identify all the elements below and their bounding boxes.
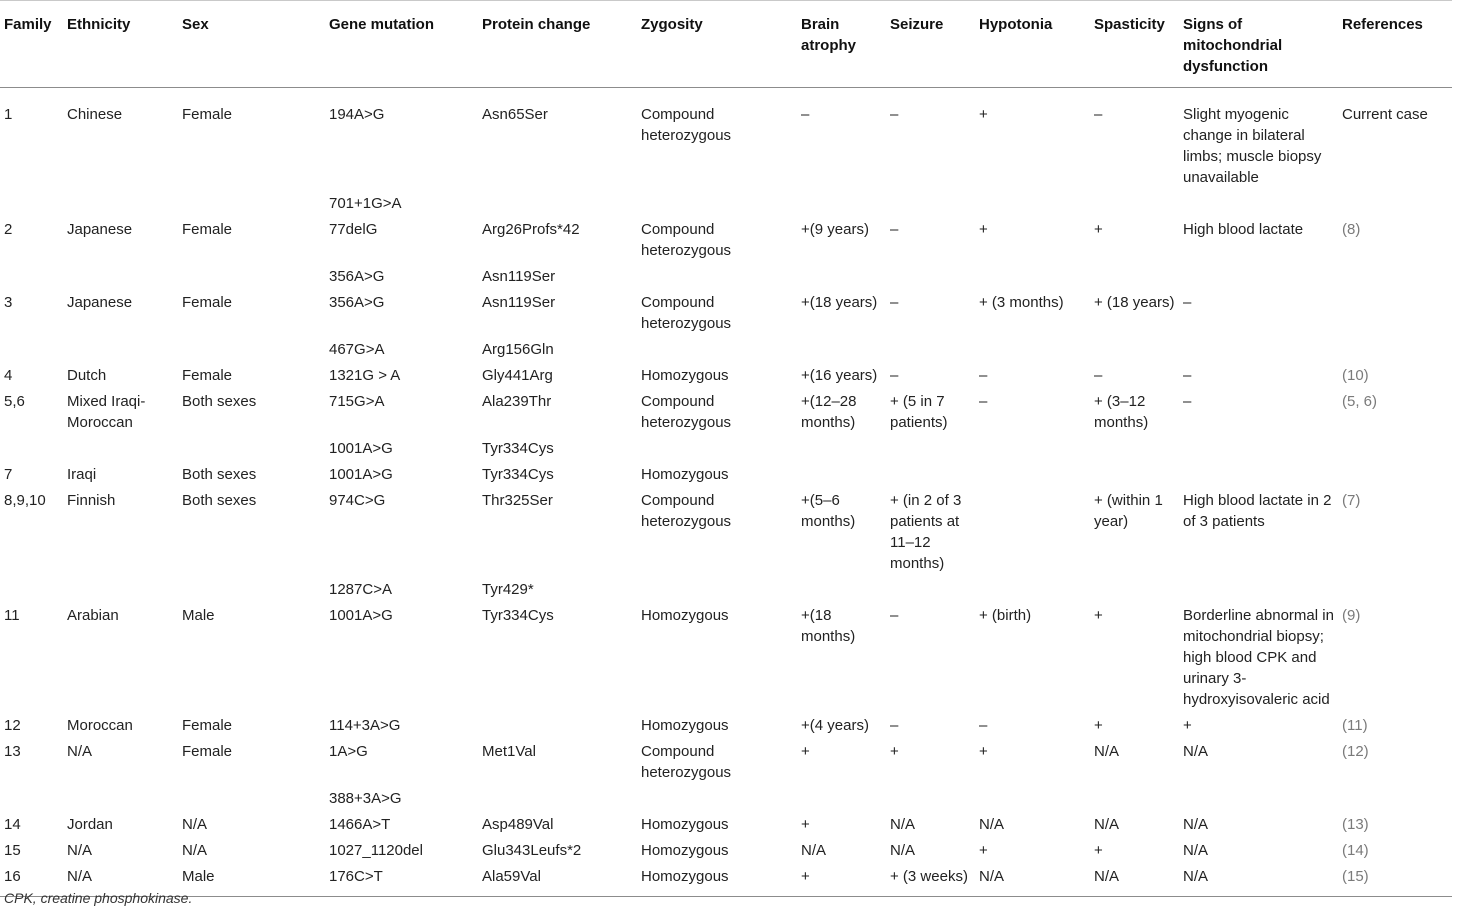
table-cell: Japanese [67,294,133,311]
table-cell: 715G>A [329,393,385,410]
table-cell: Tyr334Cys [482,440,554,457]
table-cell: N/A [801,842,827,859]
column-header: Signs of mitochondrial dysfunction [1183,16,1283,75]
table-cell: 1001A>G [329,607,393,624]
table-cell: + [1094,717,1103,734]
table-cell: + [979,106,988,123]
table-cell: Mixed Iraqi-Moroccan [67,393,146,431]
table-cell: Both sexes [182,466,257,483]
table-cell [975,488,1090,577]
table-cell: 1001A>G [329,466,393,483]
table-cell: Male [182,607,215,624]
table-cell [1090,436,1179,462]
table-cell [797,462,886,488]
table-cell: – [890,106,899,123]
table-cell: – [890,221,899,238]
table-cell [0,264,63,290]
column-header: Family [4,16,52,33]
table-cell: +(5–6 months) [801,492,856,530]
table-cell [1179,436,1338,462]
table-cell: + (18 years) [1094,294,1175,311]
table-cell: 114+3A>G [329,717,401,734]
table-cell: Tyr334Cys [482,607,554,624]
table-cell: Ala59Val [482,868,541,885]
table-cell: (15) [1342,868,1369,885]
table-header [0,1,1452,88]
table-cell: +(18 months) [801,607,856,645]
table-cell: +(12–28 months) [801,393,857,431]
table-cell: N/A [67,743,93,760]
table-cell: – [979,367,988,384]
table-cell: 356A>G [329,268,385,285]
table-cell: 176C>T [329,868,383,885]
table-cell: High blood lactate in 2 of 3 patients [1183,492,1332,530]
table-cell [63,191,178,217]
table-cell: Met1Val [482,743,536,760]
table-cell [0,337,63,363]
table-cell: +(4 years) [801,717,869,734]
table-cell [63,337,178,363]
table-cell [1090,577,1179,603]
table-cell: N/A [979,868,1005,885]
table-cell [975,436,1090,462]
table-cell: (12) [1342,743,1369,760]
table-cell [0,577,63,603]
table-cell: Homozygous [641,842,729,859]
table-cell: Finnish [67,492,116,509]
table-cell: + (3 weeks) [890,868,968,885]
table-cell [178,264,325,290]
table-cell [1338,436,1452,462]
table-cell [1179,337,1338,363]
table-cell: 1466A>T [329,816,391,833]
table-cell [0,786,63,812]
table-cell: (11) [1342,717,1368,734]
table-cell: + (in 2 of 3 patients at 11–12 months) [890,492,962,572]
table-cell: Borderline abnormal in mitochondrial biopsy; high blood CPK and urinary 3-hydroxyisovaleric acid [1183,607,1334,708]
table-row [0,713,1452,739]
table-cell: Ala239Thr [482,393,552,410]
table-row [0,739,1452,786]
table-cell [637,577,797,603]
table-cell [178,577,325,603]
table-cell: 16 [4,868,21,885]
table-cell: Asp489Val [482,816,554,833]
table-cell [797,337,886,363]
table-row [0,812,1452,838]
table-cell: Female [182,367,233,384]
table-cell [0,436,63,462]
table-cell [1338,337,1452,363]
table-cell [637,337,797,363]
table-cell [886,786,975,812]
table-cell [975,191,1090,217]
table-row [0,577,1452,603]
table-cell [1090,462,1179,488]
table-cell [1338,786,1452,812]
table-cell [1338,462,1452,488]
table-cell: +(16 years) [801,367,878,384]
table-cell: Asn119Ser [482,268,556,285]
table-cell: 974C>G [329,492,386,509]
table-cell: N/A [1183,842,1209,859]
table-cell: +(18 years) [801,294,878,311]
table-row [0,191,1452,217]
table-cell: 13 [4,743,21,760]
table-cell: Arabian [67,607,119,624]
table-cell [178,337,325,363]
table-cell: Japanese [67,221,133,238]
table-cell: – [1183,367,1192,384]
table-cell [1179,462,1338,488]
table-cell [1179,786,1338,812]
table-cell [637,191,797,217]
table-cell: – [1094,106,1103,123]
table-cell [1179,577,1338,603]
table-cell: Compound heterozygous [641,492,732,530]
table-cell: 1321G > A [329,367,401,384]
table-cell: Moroccan [67,717,133,734]
table-cell: Both sexes [182,492,257,509]
table-cell: Arg26Profs*42 [482,221,580,238]
table-cell: Homozygous [641,717,729,734]
table-cell: (13) [1342,816,1369,833]
table-cell: 8,9,10 [4,492,46,509]
column-header: Zygosity [641,16,703,33]
table-cell [886,264,975,290]
table-cell: Compound heterozygous [641,221,732,259]
table-cell [637,436,797,462]
table-row [0,88,1452,192]
table-cell: + [1094,607,1103,624]
table-cell: Compound heterozygous [641,106,732,144]
table-cell: Compound heterozygous [641,393,732,431]
table-row [0,337,1452,363]
column-header: Ethnicity [67,16,131,33]
table-cell [478,786,637,812]
table-cell: N/A [1183,868,1209,885]
table-cell: (7) [1342,492,1361,509]
table-cell [886,577,975,603]
table-cell [797,577,886,603]
table-cell: 1027_1120del [329,842,423,859]
table-cell: Female [182,743,233,760]
column-header: Sex [182,16,209,33]
table-cell: Slight myogenic change in bilateral limbs; muscle biopsy unavailable [1183,106,1322,186]
table-cell: Tyr429* [482,581,534,598]
column-header: Seizure [890,16,944,33]
table-cell: + [801,743,810,760]
table-cell: 14 [4,816,21,833]
table-cell: N/A [182,842,208,859]
table-cell: N/A [1094,868,1120,885]
table-cell: N/A [979,816,1005,833]
table-body [0,88,1452,897]
table-cell: 1001A>G [329,440,393,457]
table-cell [63,577,178,603]
table-cell [178,436,325,462]
table-cell: (10) [1342,367,1369,384]
table-row [0,462,1452,488]
table-row [0,488,1452,577]
table-cell: Both sexes [182,393,257,410]
table-cell: (8) [1342,221,1361,238]
table-cell [886,436,975,462]
table-cell [797,264,886,290]
table-cell: + [979,842,988,859]
table-cell [1338,577,1452,603]
table-cell: N/A [1183,816,1209,833]
table-cell: 467G>A [329,341,385,358]
table-cell: N/A [890,816,916,833]
table-cell: Arg156Gln [482,341,554,358]
table-cell [975,577,1090,603]
table-cell: Glu343Leufs*2 [482,842,582,859]
table-row [0,838,1452,864]
table-cell: N/A [890,842,916,859]
table-cell [1338,191,1452,217]
table-cell [478,713,637,739]
table-cell [975,337,1090,363]
table-cell: – [1183,393,1192,410]
table-cell: 3 [4,294,13,311]
column-header: Protein change [482,16,591,33]
table-row [0,363,1452,389]
table-cell: (9) [1342,607,1361,624]
table-cell [1090,191,1179,217]
table-cell: 7 [4,466,13,483]
table-cell: +(9 years) [801,221,869,238]
header-row [0,1,1452,88]
table-cell: N/A [182,816,208,833]
table-cell [63,436,178,462]
table-cell [1179,264,1338,290]
table-cell: 1 [4,106,13,123]
table-cell [886,462,975,488]
table-cell: N/A [67,842,93,859]
table-row [0,864,1452,897]
table-cell: Gly441Arg [482,367,553,384]
table-cell: (5, 6) [1342,393,1378,410]
table-cell [975,462,1090,488]
table-cell: – [979,393,988,410]
table-cell: + [1094,842,1103,859]
table-cell [1338,290,1452,337]
table-cell: + (within 1 year) [1094,492,1163,530]
table-cell: + (5 in 7 patients) [890,393,948,431]
table-cell: 356A>G [329,294,385,311]
table-cell: 2 [4,221,13,238]
table-cell [797,786,886,812]
table-cell: Current case [1342,106,1428,123]
table-cell: + (3 months) [979,294,1064,311]
table-cell [1090,337,1179,363]
table-cell: Female [182,221,233,238]
table-cell: – [1094,367,1103,384]
table-cell: 77delG [329,221,378,238]
table-cell: 194A>G [329,106,385,123]
table-row [0,389,1452,436]
column-header: Brain atrophy [801,16,857,54]
table-row [0,264,1452,290]
table-cell: Iraqi [67,466,97,483]
table-cell: Asn65Ser [482,106,548,123]
table-cell: Homozygous [641,816,729,833]
table-row [0,436,1452,462]
table-cell [797,191,886,217]
table-cell: N/A [1094,743,1120,760]
table-cell: 5,6 [4,393,25,410]
table-cell [637,264,797,290]
table-cell: N/A [1183,743,1209,760]
table-footnote: CPK, creatine phosphokinase. [4,890,193,906]
table-cell: + [1183,717,1192,734]
table-cell: Tyr334Cys [482,466,554,483]
table-row [0,290,1452,337]
table-cell: – [1183,294,1192,311]
table-cell: + [979,221,988,238]
table-cell [637,786,797,812]
table-cell [886,337,975,363]
table-cell [886,191,975,217]
table-cell: – [890,294,899,311]
table-cell [1090,264,1179,290]
table-cell: Dutch [67,367,107,384]
table-cell: + [1094,221,1103,238]
table-cell: Chinese [67,106,123,123]
table-cell [478,191,637,217]
table-cell: N/A [1094,816,1120,833]
table-cell: + [979,743,988,760]
table-row [0,603,1452,713]
table-cell: High blood lactate [1183,221,1304,238]
column-header: References [1342,16,1423,33]
table-cell: 11 [4,607,20,624]
table-cell [975,264,1090,290]
table-cell: Male [182,868,215,885]
table-cell: N/A [67,868,93,885]
table-cell: Compound heterozygous [641,743,732,781]
table-cell [797,436,886,462]
table-cell [1179,191,1338,217]
table-cell: + (birth) [979,607,1032,624]
table-cell: Compound heterozygous [641,294,732,332]
table-cell: – [890,717,899,734]
table-cell [1090,786,1179,812]
table-cell [0,191,63,217]
column-header: Gene mutation [329,16,435,33]
table-cell: Homozygous [641,367,729,384]
table-cell: (14) [1342,842,1369,859]
table-cell: 701+1G>A [329,195,402,212]
table-cell: 15 [4,842,21,859]
table-cell [178,786,325,812]
table-cell: Female [182,106,233,123]
table-cell: Female [182,294,233,311]
table-cell: – [890,367,899,384]
table-cell: Asn119Ser [482,294,556,311]
table-cell: 388+3A>G [329,790,402,807]
table-cell: 12 [4,717,21,734]
table-cell [63,786,178,812]
table-cell: + [801,816,810,833]
table-cell: 1287C>A [329,581,392,598]
table-row [0,786,1452,812]
table-cell: Homozygous [641,607,729,624]
table-cell: Female [182,717,233,734]
table-cell [1338,264,1452,290]
table-cell: 4 [4,367,13,384]
table-row [0,217,1452,264]
column-header: Hypotonia [979,16,1053,33]
table-cell: Thr325Ser [482,492,553,509]
column-header: Spasticity [1094,16,1165,33]
table-cell: – [801,106,810,123]
table-cell: Jordan [67,816,113,833]
table-cell: Homozygous [641,466,729,483]
table-cell [975,786,1090,812]
table-cell: – [890,607,899,624]
table-cell: + [890,743,899,760]
table-cell: 1A>G [329,743,368,760]
table-cell: + [801,868,810,885]
table-cell: – [979,717,988,734]
table-cell [178,191,325,217]
table-cell: + (3–12 months) [1094,393,1149,431]
table-cell: Homozygous [641,868,729,885]
table-cell [63,264,178,290]
